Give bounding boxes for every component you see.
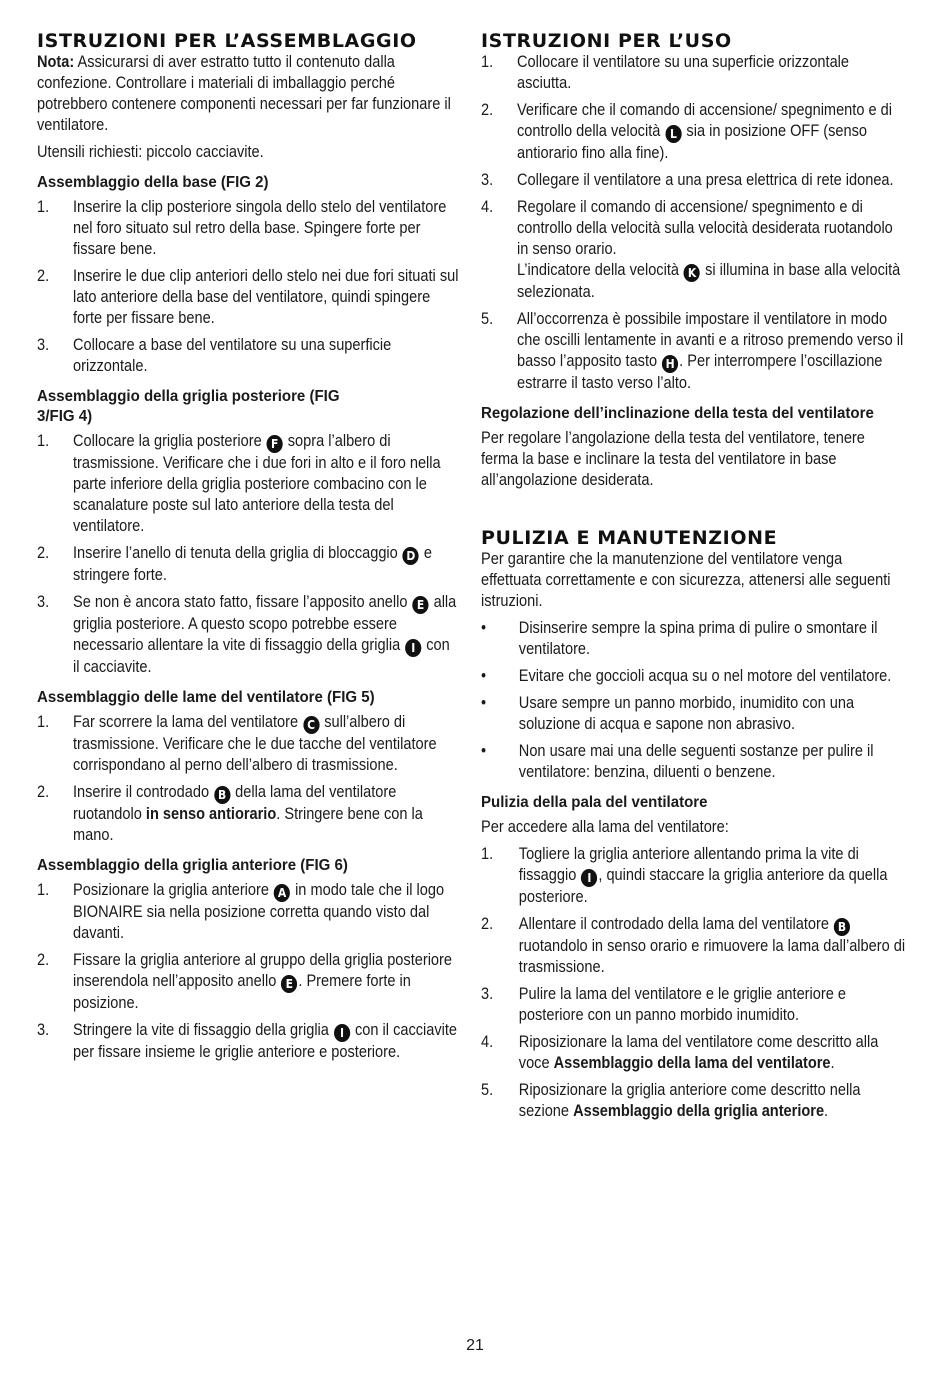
list-item xyxy=(37,880,459,944)
list-item xyxy=(481,1080,906,1122)
part-e-icon: E xyxy=(281,975,297,993)
item-text: All’occorrenza è possibile impostare il ventilatore in modo che oscilli lentamente in avanti e a ritroso premendo verso il basso l’apposito tasto xyxy=(517,310,904,370)
item-number: 2. xyxy=(37,544,50,562)
part-i-icon: I xyxy=(334,1024,350,1042)
item-number: 1. xyxy=(481,53,494,71)
item-text: Riposizionare la lama del ventilatore come descritto alla voce xyxy=(518,1033,879,1072)
item-bold-text: in senso antiorario xyxy=(145,805,277,823)
list-item xyxy=(37,431,459,537)
item-text: sull’albero di trasmissione. Verificare che le due tacche del ventilatore corrispondano al perno dell’albero di trasmissione. xyxy=(73,713,437,774)
item-text: Togliere la griglia anteriore allentando prima la vite di fissaggio xyxy=(518,845,859,884)
note-label: Nota: xyxy=(37,53,75,71)
list-item xyxy=(481,1032,906,1074)
item-number: 1. xyxy=(37,198,50,216)
list-item xyxy=(481,100,906,164)
part-b-icon: B xyxy=(834,918,850,936)
list-item xyxy=(481,741,906,783)
cleaning-intro: Per garantire che la manutenzione del ventilatore venga effettuata correttamente e con sicurezza, attenersi alle seguenti istruzioni. xyxy=(481,550,891,610)
blades-heading: Assemblaggio delle lame del ventilatore (FIG 5) xyxy=(37,689,375,706)
item-text: alla griglia posteriore. A questo scopo potrebbe essere necessario allentare la vite di fissaggio della griglia xyxy=(73,593,457,654)
item-text: Collocare a base del ventilatore su una superficie orizzontale. xyxy=(73,336,392,375)
item-text: Far scorrere la lama del ventilatore xyxy=(73,713,303,731)
item-number: 2. xyxy=(37,783,50,801)
left-column xyxy=(37,30,459,1069)
item-text: L’indicatore della velocità xyxy=(517,261,684,279)
list-item xyxy=(481,914,906,978)
item-text: con il cacciavite. xyxy=(73,636,450,676)
right-column xyxy=(481,30,906,1128)
item-text: in modo tale che il logo BIONAIRE sia nella posizione corretta quando visto dal davanti. xyxy=(73,881,445,942)
item-number: 4. xyxy=(481,198,494,216)
item-number: 1. xyxy=(37,881,50,899)
page-number: 21 xyxy=(466,1337,484,1354)
item-number: 3. xyxy=(37,593,50,611)
item-text: Usare sempre un panno morbido, inumidito con una soluzione di acqua e sapone non abrasivo. xyxy=(518,694,855,733)
item-text: Non usare mai una delle seguenti sostanze per pulire il ventilatore: benzina, diluenti o benzene. xyxy=(518,742,874,781)
list-item xyxy=(37,592,459,678)
item-number: 3. xyxy=(37,336,50,354)
list-item xyxy=(37,266,459,329)
blades-list xyxy=(37,712,459,846)
bullet: • xyxy=(481,694,487,712)
item-number: 1. xyxy=(37,432,50,450)
blade-cleaning-list xyxy=(481,844,906,1122)
item-text: Stringere la vite di fissaggio della griglia xyxy=(73,1021,333,1039)
part-f-icon: F xyxy=(267,435,283,453)
item-number: 3. xyxy=(481,985,494,1003)
tools-text: Utensili richiesti: piccolo cacciavite. xyxy=(37,143,264,161)
note-paragraph xyxy=(37,52,459,136)
item-number: 5. xyxy=(481,1081,494,1099)
item-text: della lama del ventilatore ruotandolo xyxy=(73,783,397,823)
list-item xyxy=(481,693,906,735)
tilt-text: Per regolare l’angolazione della testa del ventilatore, tenere ferma la base e inclinare la testa del ventilatore in base all’angolazione desiderata. xyxy=(481,429,865,489)
item-text: Disinserire sempre la spina prima di pulire o smontare il ventilatore. xyxy=(518,619,878,658)
item-number: 3. xyxy=(37,1021,50,1039)
item-text: . Per interrompere l’oscillazione estrarre il tasto verso l’alto. xyxy=(517,352,883,392)
list-item xyxy=(37,1020,459,1063)
list-item xyxy=(481,666,906,687)
item-text: con il cacciavite per fissare insieme le griglie anteriore e posteriore. xyxy=(73,1021,458,1061)
item-text: Allentare il controdado della lama del ventilatore xyxy=(518,915,834,933)
item-text: Collegare il ventilatore a una presa elettrica di rete idonea. xyxy=(517,171,894,189)
item-text: sia in posizione OFF (senso antiorario fino alla fine). xyxy=(517,122,868,162)
part-a-icon: A xyxy=(274,884,290,902)
list-item xyxy=(37,197,459,260)
item-text: ruotandolo in senso orario e rimuovere la lama dall’albero di trasmissione. xyxy=(518,937,906,976)
item-number: 2. xyxy=(37,951,50,969)
assembly-title: ISTRUZIONI PER L’ASSEMBLAGGIO xyxy=(37,30,417,52)
rear-grille-heading: Assemblaggio della griglia posteriore (FIG 3/FIG 4) xyxy=(37,388,340,425)
item-number: 5. xyxy=(481,310,494,328)
front-grille-heading: Assemblaggio della griglia anteriore (FIG 6) xyxy=(37,857,348,874)
item-text: Inserire la clip posteriore singola dello stelo del ventilatore nel foro situato sul retro della base. Spingere forte per fissare bene. xyxy=(73,198,447,258)
part-b-icon: B xyxy=(214,786,230,804)
item-text: sopra l’albero di trasmissione. Verificare che i due fori in alto e il foro nella parte inferiore della griglia posteriore combacino con le scanalature poste sul lato anteriore della testa del ventilatore. xyxy=(73,432,441,535)
part-i-icon: I xyxy=(405,639,421,657)
rear-grille-list xyxy=(37,431,459,678)
item-text: e stringere forte. xyxy=(73,544,432,584)
item-number: 4. xyxy=(481,1033,494,1051)
list-item xyxy=(481,618,906,660)
usage-list xyxy=(481,52,906,394)
item-text: , quindi staccare la griglia anteriore da quella posteriore. xyxy=(518,866,888,906)
item-bold-text: Assemblaggio della lama del ventilatore xyxy=(553,1054,831,1072)
item-number: 1. xyxy=(481,845,494,863)
item-number: 2. xyxy=(481,101,494,119)
list-item xyxy=(481,52,906,94)
list-item xyxy=(481,197,906,303)
base-heading: Assemblaggio della base (FIG 2) xyxy=(37,174,269,191)
base-list xyxy=(37,197,459,377)
item-text: Evitare che goccioli acqua su o nel motore del ventilatore. xyxy=(518,667,892,685)
item-text: Inserire il controdado xyxy=(73,783,214,801)
item-number: 2. xyxy=(37,267,50,285)
list-item xyxy=(481,984,906,1026)
part-c-icon: C xyxy=(303,716,319,734)
blade-cleaning-intro: Per accedere alla lama del ventilatore: xyxy=(481,818,729,836)
bullet: • xyxy=(481,667,487,685)
cleaning-bullets xyxy=(481,618,906,783)
item-text: Verificare che il comando di accensione/ spegnimento e di controllo della velocità xyxy=(517,101,892,140)
item-text: Inserire le due clip anteriori dello stelo nei due fori situati sul lato anteriore della base del ventilatore, quindi spingere forte per fissare bene. xyxy=(73,267,459,327)
item-text: Collocare la griglia posteriore xyxy=(73,432,266,450)
list-item xyxy=(37,543,459,586)
item-text: . Premere forte in posizione. xyxy=(73,972,411,1012)
part-l-icon: L xyxy=(665,125,681,143)
list-item xyxy=(481,844,906,908)
part-d-icon: D xyxy=(403,547,419,565)
item-number: 1. xyxy=(37,713,50,731)
item-number: 2. xyxy=(481,915,494,933)
part-k-icon: K xyxy=(684,264,700,282)
item-text: Posizionare la griglia anteriore xyxy=(73,881,274,899)
list-item xyxy=(37,950,459,1014)
item-text: Pulire la lama del ventilatore e le griglie anteriore e posteriore con un panno morbido inumidito. xyxy=(518,985,846,1024)
item-bold-text: Assemblaggio della griglia anteriore xyxy=(573,1102,825,1120)
list-item xyxy=(37,712,459,776)
part-e-icon: E xyxy=(412,596,428,614)
note-text: Assicurarsi di aver estratto tutto il contenuto dalla confezione. Controllare i materiali di imballaggio perché potrebbero contenere componenti necessari per far funzionare il ventilatore. xyxy=(37,53,451,134)
item-text: si illumina in base alla velocità selezionata. xyxy=(517,261,901,301)
item-text: . xyxy=(830,1054,835,1072)
list-item xyxy=(481,170,906,191)
list-item xyxy=(37,335,459,377)
item-number: 3. xyxy=(481,171,494,189)
part-h-icon: H xyxy=(662,355,678,373)
bullet: • xyxy=(481,619,487,637)
item-text: Inserire l’anello di tenuta della griglia di bloccaggio xyxy=(73,544,402,562)
item-text: Regolare il comando di accensione/ spegnimento e di controllo della velocità sulla velocità desiderata ruotandolo in senso orario. xyxy=(517,198,893,258)
item-text: Fissare la griglia anteriore al gruppo della griglia posteriore inserendola nell’apposito anello xyxy=(73,951,452,990)
usage-title: ISTRUZIONI PER L’USO xyxy=(481,30,732,52)
item-text: Riposizionare la griglia anteriore come descritto nella sezione xyxy=(518,1081,861,1120)
cleaning-title: PULIZIA E MANUTENZIONE xyxy=(481,527,778,549)
item-text: . Stringere bene con la mano. xyxy=(73,805,423,844)
bullet: • xyxy=(481,742,487,760)
blade-cleaning-heading: Pulizia della pala del ventilatore xyxy=(481,794,708,811)
tilt-heading: Regolazione dell’inclinazione della testa del ventilatore xyxy=(481,405,874,422)
front-grille-list xyxy=(37,880,459,1063)
item-text: Se non è ancora stato fatto, fissare l’apposito anello xyxy=(73,593,412,611)
list-item xyxy=(37,782,459,846)
part-i-icon: I xyxy=(581,869,597,887)
item-text: Collocare il ventilatore su una superficie orizzontale asciutta. xyxy=(517,53,850,92)
list-item xyxy=(481,309,906,394)
item-text: . xyxy=(824,1102,829,1120)
